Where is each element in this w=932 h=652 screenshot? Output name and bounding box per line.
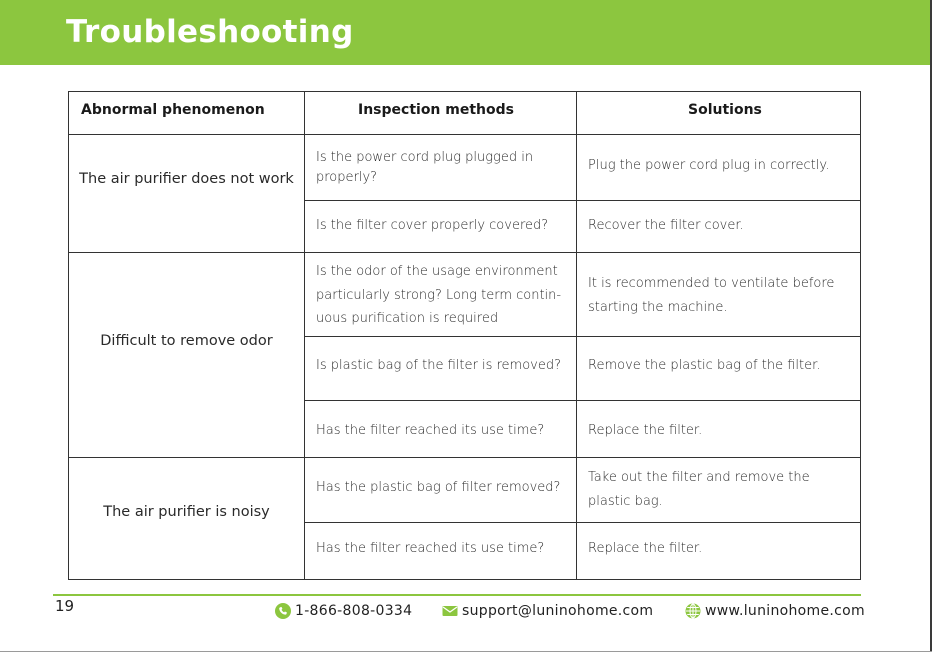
inspection-line: Is the filter cover properly covered? [316, 218, 549, 233]
table-divider [304, 522, 860, 523]
header-banner [0, 0, 930, 65]
solution-line: Recover the filter cover. [588, 218, 744, 233]
column-header-phenomenon: Abnormal phenomenon [81, 102, 265, 118]
phenomenon-cell: The air purifier is noisy [103, 504, 270, 520]
inspection-line: Is the power cord plug plugged in [316, 150, 534, 165]
phenomenon-cell: Difficult to remove odor [100, 333, 273, 349]
phone-number: 1-866-808-0334 [295, 603, 413, 619]
phone-icon [275, 603, 291, 619]
inspection-line: Is plastic bag of the filter is removed? [316, 358, 562, 373]
solution-line: Remove the plastic bag of the filter. [588, 358, 821, 373]
email-icon [442, 603, 458, 619]
solution-line: Replace the filter. [588, 541, 703, 556]
page-title: Troubleshooting [66, 14, 354, 50]
column-header-inspection: Inspection methods [358, 102, 514, 118]
solution-line: starting the machine. [588, 300, 728, 315]
solution-line: plastic bag. [588, 494, 663, 509]
globe-icon [685, 603, 701, 619]
inspection-line: uous purification is required [316, 311, 499, 326]
troubleshooting-table [68, 91, 861, 580]
inspection-line: Has the plastic bag of filter removed? [316, 480, 561, 495]
table-divider [304, 200, 860, 201]
solution-line: Take out the filter and remove the [588, 470, 810, 485]
page-number: 19 [55, 597, 75, 615]
inspection-line: particularly strong? Long term contin- [316, 288, 562, 303]
inspection-line: Has the filter reached its use time? [316, 541, 545, 556]
footer-divider [53, 594, 861, 596]
table-divider [69, 252, 860, 253]
footer-phone [275, 602, 412, 620]
solution-line: Replace the filter. [588, 423, 703, 438]
website-url: www.luninohome.com [705, 603, 865, 619]
column-header-solutions: Solutions [688, 102, 762, 118]
table-divider [304, 400, 860, 401]
table-divider [69, 457, 860, 458]
inspection-line: Is the odor of the usage environment [316, 264, 558, 279]
footer-email [442, 602, 653, 620]
solution-line: Plug the power cord plug in correctly. [588, 158, 830, 173]
table-divider [304, 336, 860, 337]
solution-line: It is recommended to ventilate before [588, 276, 835, 291]
table-divider [69, 134, 860, 135]
inspection-line: Has the filter reached its use time? [316, 423, 545, 438]
phenomenon-cell: The air purifier does not work [79, 171, 294, 187]
email-address: support@luninohome.com [462, 603, 654, 619]
inspection-line: properly? [316, 170, 378, 185]
footer-website [685, 602, 865, 620]
